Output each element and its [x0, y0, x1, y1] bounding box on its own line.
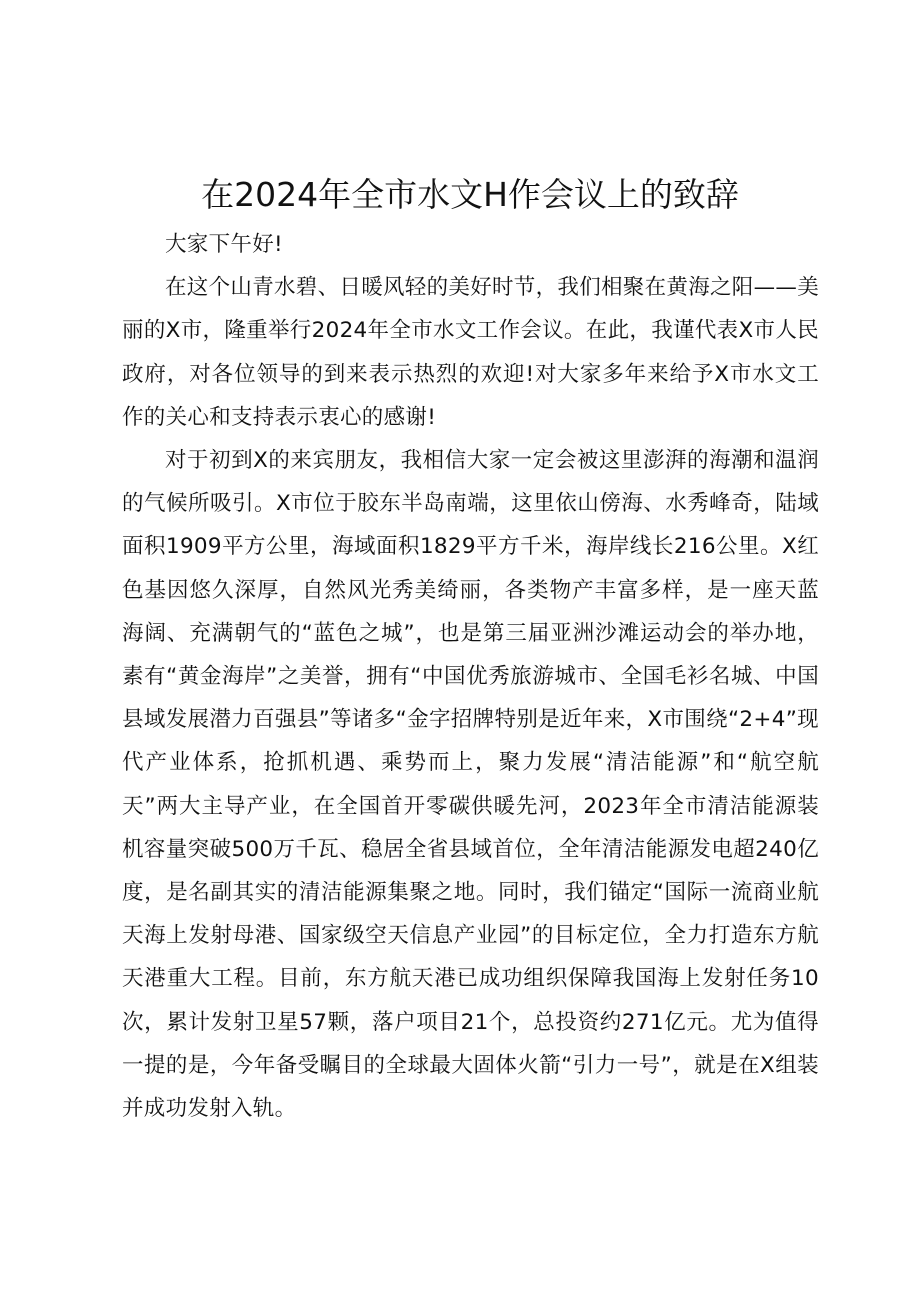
city-introduction-paragraph: 对于初到X的来宾朋友，我相信大家一定会被这里澎湃的海潮和温润的气候所吸引。X市位于胶东半岛南端，这里依山傍海、水秀峰奇，陆域面积1909平方公里，海域面积1829平方千米，海岸线长216公里。X红色基因悠久深厚，自然风光秀美绮丽，各类物产丰富多样，是一座天蓝海阔、充满朝气的“蓝色之城”，也是第三届亚洲沙滩运动会的举办地，素有“黄金海岸”之美誉，拥有“中国优秀旅游城市、全国毛衫名城、中国县域发展潜力百强县”等诸多“金字招牌特别是近年来，X市围绕“2+4”现代产业体系，抢抓机遇、乘势而上，聚力发展“清洁能源”和“航空航天”两大主导产业，在全国首开零碳供暖先河，2023年全市清洁能源装机容量突破500万千瓦、稳居全省县域首位，全年清洁能源发电超240亿度，是名副其实的清洁能源集聚之地。同时，我们锚定“国际一流商业航天海上发射母港、国家级空天信息产业园”的目标定位，全力打造东方航天港重大工程。目前，东方航天港已成功组织保障我国海上发射任务10次，累计发射卫星57颗，落户项目21个，总投资约271亿元。尤为值得一提的是，今年备受瞩目的全球最大固体火箭“引力一号”，就是在X组装并成功发射入轨。	[122, 448, 819, 1122]
greeting-paragraph: 大家下午好!	[165, 232, 283, 257]
document-body	[122, 223, 819, 1130]
welcome-paragraph: 在这个山青水碧、日暖风轻的美好时节，我们相聚在黄海之阳——美丽的X市，隆重举行2024年全市水文工作会议。在此，我谨代表X市人民政府，对各位领导的到来表示热烈的欢迎!对大家多年来给予X市水文工作的关心和支持表示衷心的感谢!	[122, 275, 820, 430]
document-title: 在2024年全市水文H作会议上的致辞	[201, 175, 739, 214]
